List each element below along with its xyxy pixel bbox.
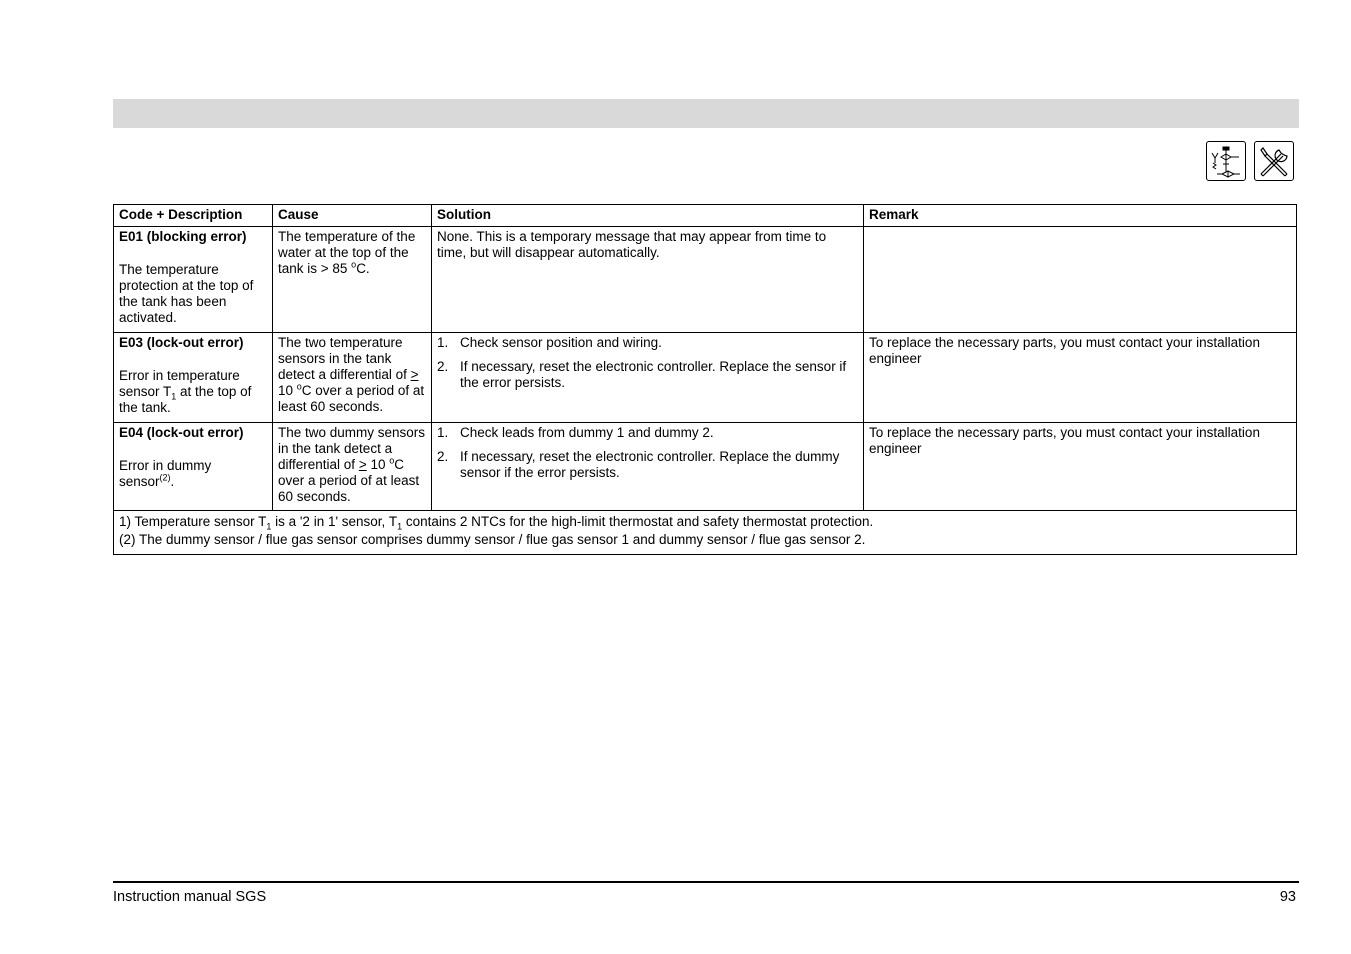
remark-cell: To replace the necessary parts, you must contact your installation engineer — [864, 333, 1297, 423]
error-code: E04 (lock-out error) — [119, 425, 244, 440]
installer-valve-icon — [1206, 141, 1246, 181]
cause-cell — [273, 227, 432, 333]
error-description: The temperature protection at the top of the tank has been activated. — [119, 262, 254, 325]
error-code: E03 (lock-out error) — [119, 335, 244, 350]
greater-equal-sign: > — [410, 367, 419, 382]
footnote-sub: 1 — [397, 521, 403, 532]
list-item — [437, 359, 859, 391]
cause-text: The temperature of the water at the top of the tank is > 85 — [278, 229, 416, 276]
table-row — [114, 227, 1297, 333]
step-number: 2. — [437, 359, 449, 374]
column-header-cause: Cause — [273, 205, 432, 227]
degree-sup: o — [389, 455, 395, 466]
error-code-table — [113, 204, 1297, 555]
footnote-cell — [114, 511, 1297, 555]
desc-text: Error in temperature sensor T — [119, 368, 240, 399]
remark-cell — [864, 227, 1297, 333]
error-code: E01 (blocking error) — [119, 229, 247, 244]
solution-steps — [437, 425, 859, 481]
degree-sup: o — [296, 381, 302, 392]
cause-text-end: C over a period of at least 60 seconds. — [278, 457, 420, 504]
step-text: Check sensor position and wiring. — [460, 335, 662, 350]
desc-sub: 1 — [171, 391, 177, 402]
code-cell — [114, 227, 273, 333]
step-text: If necessary, reset the electronic controller. Replace the dummy sensor if the error persists. — [460, 449, 840, 480]
footer-title: Instruction manual SGS — [113, 889, 267, 905]
page-number: 93 — [1279, 889, 1296, 905]
cause-text-end: C. — [356, 261, 370, 276]
cause-cell — [273, 423, 432, 511]
column-header-solution: Solution — [432, 205, 864, 227]
desc-text: Error in dummy sensor — [119, 458, 212, 489]
error-description — [119, 368, 268, 416]
cause-text-end: C over a period of at least 60 seconds. — [278, 383, 425, 414]
solution-cell: None. This is a temporary message that may appear from time to time, but will disappear automatically. — [432, 227, 864, 333]
table-row — [114, 423, 1297, 511]
list-item — [437, 449, 859, 481]
table-header-row — [114, 205, 1297, 227]
footnote-text: contains 2 NTCs for the high-limit thermostat and safety thermostat protection. — [402, 514, 874, 529]
cause-text: The two temperature sensors in the tank detect a differential of — [278, 335, 411, 382]
cause-text-mid: 10 — [278, 383, 297, 398]
code-cell — [114, 423, 273, 511]
footnote-text: 1) Temperature sensor T — [119, 514, 267, 529]
service-tools-icon — [1254, 141, 1294, 181]
desc-text-end: at the top of the tank. — [119, 384, 252, 415]
footnote-text: is a '2 in 1' sensor, T — [271, 514, 398, 529]
solution-cell — [432, 423, 864, 511]
cause-text: The two dummy sensors in the tank detect a differential of — [278, 425, 426, 472]
code-cell — [114, 333, 273, 423]
cause-cell — [273, 333, 432, 423]
desc-sup: (2) — [159, 472, 171, 483]
greater-equal-sign: > — [358, 457, 367, 472]
footnote-2: (2) The dummy sensor / flue gas sensor comprises dummy sensor / flue gas sensor 1 and dummy sensor / flue gas sensor 2. — [119, 532, 866, 547]
list-item — [437, 335, 859, 351]
column-header-code: Code + Description — [114, 205, 273, 227]
table-row — [114, 333, 1297, 423]
step-text: Check leads from dummy 1 and dummy 2. — [460, 425, 714, 440]
list-item — [437, 425, 859, 441]
degree-sup: o — [351, 259, 357, 270]
footnote-1 — [119, 513, 1292, 531]
column-header-remark: Remark — [864, 205, 1297, 227]
header-band — [113, 99, 1299, 128]
step-number: 1. — [437, 425, 449, 440]
solution-cell — [432, 333, 864, 423]
step-number: 2. — [437, 449, 449, 464]
remark-cell: To replace the necessary parts, you must contact your installation engineer — [864, 423, 1297, 511]
desc-text-end: . — [170, 474, 175, 489]
cause-text-mid: 10 — [366, 457, 390, 472]
footer-rule — [113, 881, 1299, 883]
step-text: If necessary, reset the electronic controller. Replace the sensor if the error persists. — [460, 359, 847, 390]
footnote-row — [114, 511, 1297, 555]
footnote-sub: 1 — [266, 521, 272, 532]
solution-steps — [437, 335, 859, 391]
step-number: 1. — [437, 335, 449, 350]
error-description — [119, 458, 268, 490]
